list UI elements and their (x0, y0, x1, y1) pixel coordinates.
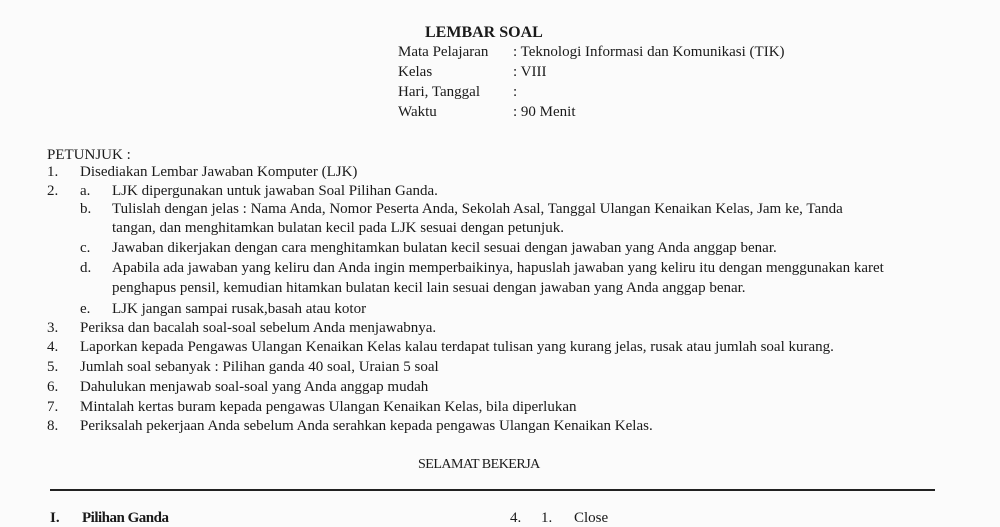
instruction-item: Jumlah soal sebanyak : Pilihan ganda 40 soal, Uraian 5 soal (80, 359, 439, 375)
section-title: Pilihan Ganda (82, 510, 169, 526)
doc-title: LEMBAR SOAL (425, 24, 543, 41)
item-number: 1. (47, 164, 59, 180)
sub-letter: e. (80, 301, 91, 317)
item-number: 3. (47, 320, 59, 336)
item-number: 2. (47, 183, 59, 199)
sub-letter: a. (80, 183, 91, 199)
instruction-continuation: penghapus pensil, kemudian hitamkan bulatan kecil lain sesuai dengan jawaban yang Anda anggap benar. (112, 280, 746, 296)
field-label: Mata Pelajaran (398, 44, 489, 60)
instruction-item: Dahulukan menjawab soal-soal yang Anda anggap mudah (80, 379, 429, 395)
item-number: 4. (47, 339, 59, 355)
field-value: : (513, 84, 518, 100)
instruction-item: Laporkan kepada Pengawas Ulangan Kenaikan Kelas kalau terdapat tulisan yang kurang jelas, rusak atau jumlah soal kurang. (80, 339, 834, 355)
option-number: 1. (541, 510, 553, 526)
instruction-item: Disediakan Lembar Jawaban Komputer (LJK) (80, 164, 358, 180)
item-number: 7. (47, 399, 59, 415)
instruction-subitem: Apabila ada jawaban yang keliru dan Anda ingin memperbaikinya, hapuslah jawaban yang keliru itu dengan menggunakan karet (112, 260, 884, 276)
field-label: Kelas (398, 64, 433, 80)
instruction-item: Mintalah kertas buram kepada pengawas Ulangan Kenaikan Kelas, bila diperlukan (80, 399, 577, 415)
option-text: Close (574, 510, 609, 526)
instruction-item: Periksalah pekerjaan Anda sebelum Anda serahkan kepada pengawas Ulangan Kenaikan Kelas. (80, 418, 653, 434)
field-value: : 90 Menit (513, 104, 576, 120)
question-number: 4. (510, 510, 522, 526)
instruction-subitem: Jawaban dikerjakan dengan cara menghitamkan bulatan kecil sesuai dengan jawaban yang Anda anggap benar. (112, 240, 777, 256)
instruction-subitem: LJK jangan sampai rusak,basah atau kotor (112, 301, 367, 317)
section-number: I. (50, 510, 60, 526)
sub-letter: d. (80, 260, 92, 276)
field-value: : Teknologi Informasi dan Komunikasi (TIK) (513, 44, 785, 60)
item-number: 5. (47, 359, 59, 375)
sub-letter: b. (80, 201, 92, 217)
divider (50, 489, 935, 491)
instruction-subitem: Tulislah dengan jelas : Nama Anda, Nomor Peserta Anda, Sekolah Asal, Tanggal Ulangan Kenaikan Kelas, Jam ke, Tanda (112, 201, 843, 217)
field-value: : VIII (513, 64, 547, 80)
item-number: 8. (47, 418, 59, 434)
field-label: Hari, Tanggal (398, 84, 480, 100)
instruction-subitem: LJK dipergunakan untuk jawaban Soal Pilihan Ganda. (112, 183, 438, 199)
item-number: 6. (47, 379, 59, 395)
instructions-heading: PETUNJUK : (47, 147, 131, 163)
field-label: Waktu (398, 104, 437, 120)
sub-letter: c. (80, 240, 91, 256)
instruction-continuation: tangan, dan menghitamkan bulatan kecil pada LJK sesuai dengan petunjuk. (112, 220, 564, 236)
closing-text: SELAMAT BEKERJA (418, 457, 540, 472)
instruction-item: Periksa dan bacalah soal-soal sebelum Anda menjawabnya. (80, 320, 437, 336)
